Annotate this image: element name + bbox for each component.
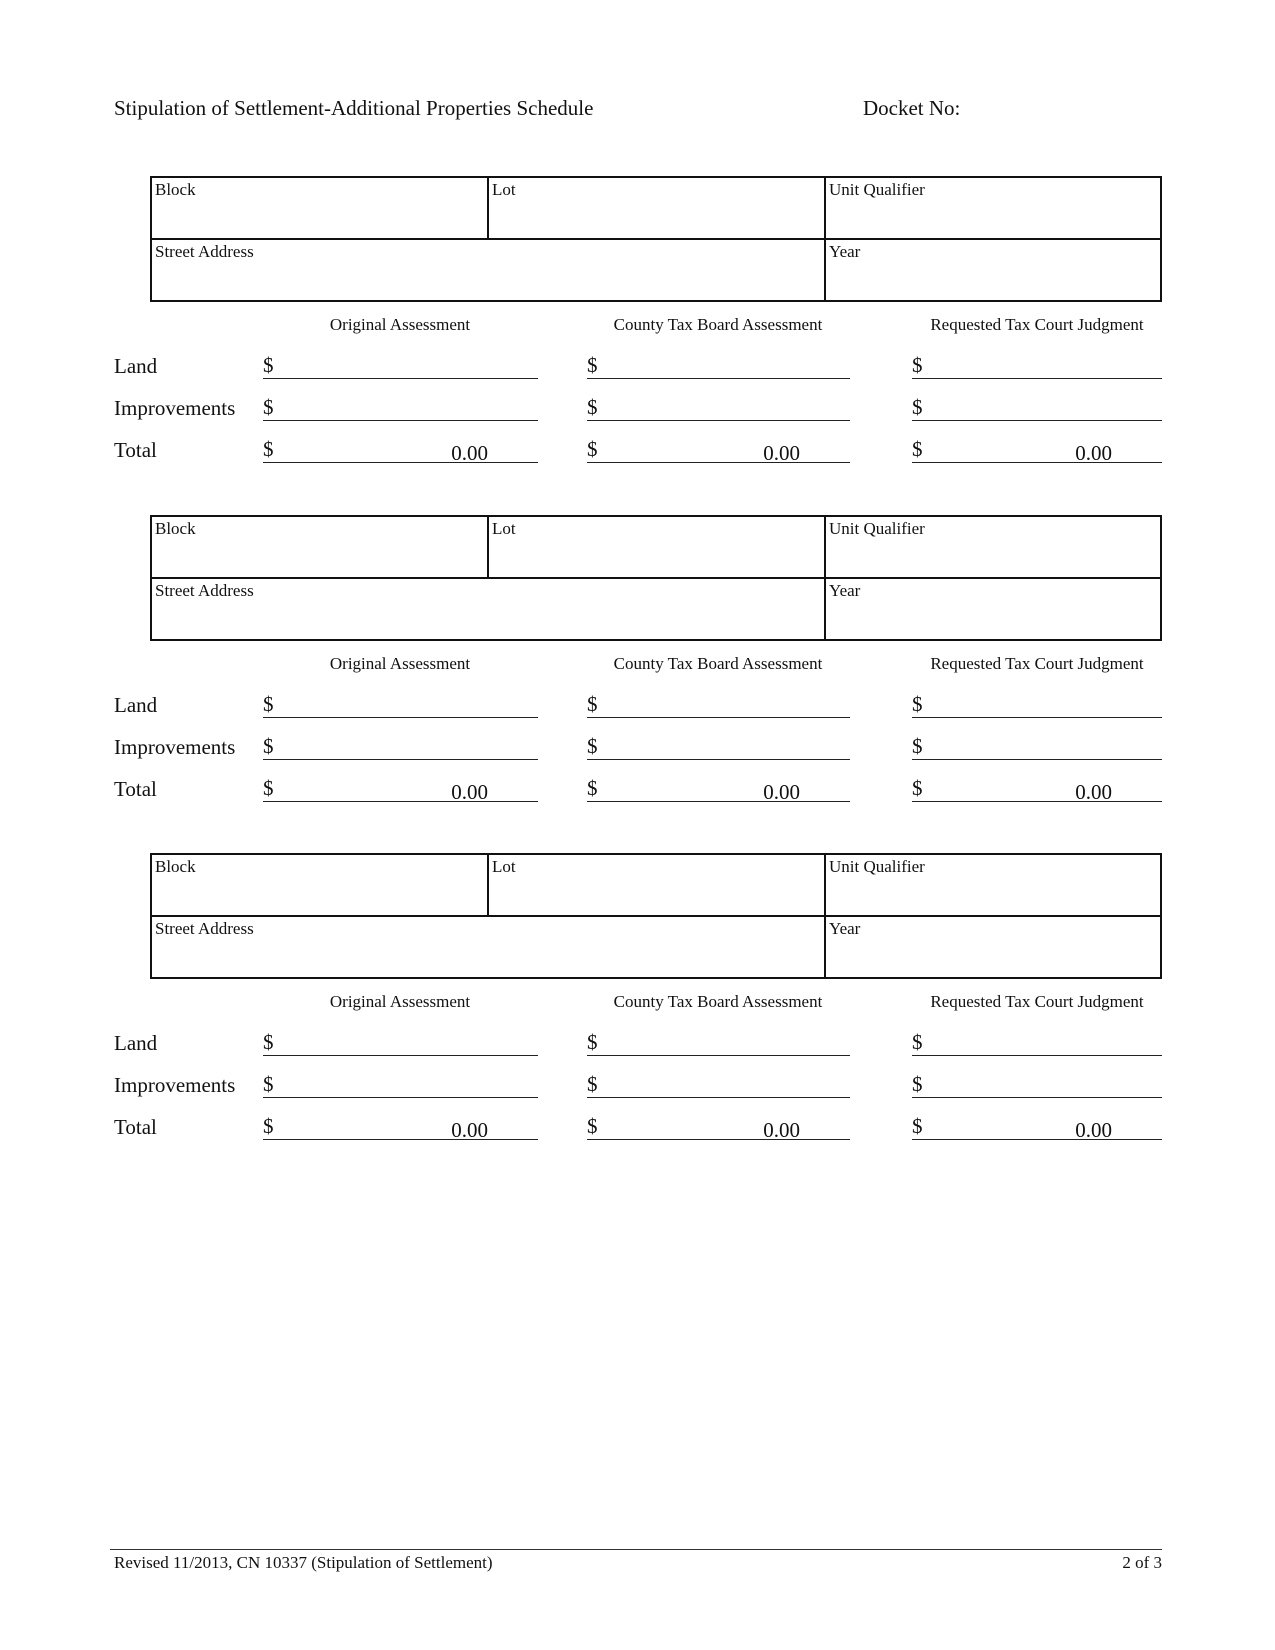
total-field xyxy=(912,1114,1162,1142)
total-value: 0.00 xyxy=(451,780,488,804)
row-label: Total xyxy=(114,777,157,801)
currency-symbol: $ xyxy=(587,353,598,377)
total-field xyxy=(587,776,850,804)
row-label: Improvements xyxy=(114,735,236,759)
currency-symbol: $ xyxy=(587,734,598,758)
lot-field[interactable] xyxy=(487,515,826,579)
lot-field[interactable] xyxy=(487,853,826,917)
currency-symbol: $ xyxy=(912,734,923,758)
street-address-label: Street Address xyxy=(155,242,254,261)
total-value: 0.00 xyxy=(451,441,488,465)
year-field[interactable] xyxy=(824,238,1162,302)
row-label: Land xyxy=(114,693,158,717)
currency-symbol: $ xyxy=(912,1114,923,1138)
currency-symbol: $ xyxy=(912,776,923,800)
row-label: Total xyxy=(114,438,157,462)
amount-field[interactable] xyxy=(263,692,538,718)
unit-qualifier-field[interactable] xyxy=(824,515,1162,579)
property-identification-table xyxy=(150,515,1162,641)
total-field xyxy=(587,1114,850,1142)
currency-symbol: $ xyxy=(912,1030,923,1054)
lot-label: Lot xyxy=(492,180,516,199)
amount-field[interactable] xyxy=(912,692,1162,718)
currency-symbol: $ xyxy=(263,353,274,377)
year-label: Year xyxy=(829,581,861,600)
block-field[interactable] xyxy=(150,853,489,917)
column-header: County Tax Board Assessment xyxy=(613,992,823,1011)
docket-label: Docket No: xyxy=(863,96,961,120)
amount-field[interactable] xyxy=(263,353,538,379)
currency-symbol: $ xyxy=(587,437,598,461)
page-title: Stipulation of Settlement-Additional Properties Schedule xyxy=(114,96,594,120)
unit-qualifier-field[interactable] xyxy=(824,176,1162,240)
row-label: Improvements xyxy=(114,396,236,420)
footer-page-number: 2 of 3 xyxy=(1122,1553,1162,1572)
year-field[interactable] xyxy=(824,915,1162,979)
amount-field[interactable] xyxy=(263,1030,538,1056)
total-value: 0.00 xyxy=(763,1118,800,1142)
amount-field[interactable] xyxy=(587,1030,850,1056)
footer-revision: Revised 11/2013, CN 10337 (Stipulation of Settlement) xyxy=(114,1553,493,1572)
amount-field[interactable] xyxy=(587,353,850,379)
column-header: Requested Tax Court Judgment xyxy=(930,992,1144,1011)
block-label: Block xyxy=(155,857,196,876)
street-address-field[interactable] xyxy=(150,238,826,302)
row-label: Land xyxy=(114,1031,158,1055)
lot-label: Lot xyxy=(492,519,516,538)
property-identification-table xyxy=(150,176,1162,302)
unit-qualifier-label: Unit Qualifier xyxy=(829,180,925,199)
amount-field[interactable] xyxy=(912,1030,1162,1056)
year-label: Year xyxy=(829,242,861,261)
block-field[interactable] xyxy=(150,176,489,240)
total-field xyxy=(912,776,1162,804)
unit-qualifier-label: Unit Qualifier xyxy=(829,857,925,876)
column-header: Requested Tax Court Judgment xyxy=(930,315,1144,334)
unit-qualifier-field[interactable] xyxy=(824,853,1162,917)
column-header: Original Assessment xyxy=(329,654,471,673)
column-header: County Tax Board Assessment xyxy=(613,315,823,334)
amount-field[interactable] xyxy=(263,734,538,760)
row-label: Land xyxy=(114,354,158,378)
total-field xyxy=(912,437,1162,465)
currency-symbol: $ xyxy=(587,1072,598,1096)
property-identification-table xyxy=(150,853,1162,979)
total-value: 0.00 xyxy=(763,780,800,804)
block-field[interactable] xyxy=(150,515,489,579)
year-label: Year xyxy=(829,919,861,938)
currency-symbol: $ xyxy=(912,692,923,716)
column-header: County Tax Board Assessment xyxy=(613,654,823,673)
currency-symbol: $ xyxy=(263,692,274,716)
street-address-label: Street Address xyxy=(155,919,254,938)
currency-symbol: $ xyxy=(263,734,274,758)
currency-symbol: $ xyxy=(587,395,598,419)
currency-symbol: $ xyxy=(263,395,274,419)
total-value: 0.00 xyxy=(1075,441,1112,465)
currency-symbol: $ xyxy=(912,1072,923,1096)
total-field xyxy=(587,437,850,465)
currency-symbol: $ xyxy=(263,1114,274,1138)
currency-symbol: $ xyxy=(263,776,274,800)
currency-symbol: $ xyxy=(587,776,598,800)
block-label: Block xyxy=(155,519,196,538)
street-address-field[interactable] xyxy=(150,577,826,641)
amount-field[interactable] xyxy=(587,692,850,718)
total-field xyxy=(263,776,538,804)
currency-symbol: $ xyxy=(587,1030,598,1054)
currency-symbol: $ xyxy=(263,1072,274,1096)
street-address-field[interactable] xyxy=(150,915,826,979)
column-header: Original Assessment xyxy=(329,992,471,1011)
total-field xyxy=(263,1114,538,1142)
amount-field[interactable] xyxy=(912,353,1162,379)
block-label: Block xyxy=(155,180,196,199)
amount-field[interactable] xyxy=(587,395,850,421)
amount-field[interactable] xyxy=(263,395,538,421)
currency-symbol: $ xyxy=(912,395,923,419)
year-field[interactable] xyxy=(824,577,1162,641)
total-value: 0.00 xyxy=(451,1118,488,1142)
total-field xyxy=(263,437,538,465)
total-value: 0.00 xyxy=(763,441,800,465)
column-header: Original Assessment xyxy=(329,315,471,334)
currency-symbol: $ xyxy=(587,1114,598,1138)
amount-field[interactable] xyxy=(912,734,1162,760)
currency-symbol: $ xyxy=(912,353,923,377)
amount-field[interactable] xyxy=(912,395,1162,421)
currency-symbol: $ xyxy=(912,437,923,461)
lot-label: Lot xyxy=(492,857,516,876)
currency-symbol: $ xyxy=(263,437,274,461)
amount-field[interactable] xyxy=(912,1072,1162,1098)
street-address-label: Street Address xyxy=(155,581,254,600)
row-label: Improvements xyxy=(114,1073,236,1097)
amount-field[interactable] xyxy=(587,1072,850,1098)
footer-divider xyxy=(110,1549,1162,1550)
amount-field[interactable] xyxy=(263,1072,538,1098)
column-header: Requested Tax Court Judgment xyxy=(930,654,1144,673)
total-value: 0.00 xyxy=(1075,1118,1112,1142)
total-value: 0.00 xyxy=(1075,780,1112,804)
currency-symbol: $ xyxy=(263,1030,274,1054)
amount-field[interactable] xyxy=(587,734,850,760)
lot-field[interactable] xyxy=(487,176,826,240)
currency-symbol: $ xyxy=(587,692,598,716)
row-label: Total xyxy=(114,1115,157,1139)
unit-qualifier-label: Unit Qualifier xyxy=(829,519,925,538)
